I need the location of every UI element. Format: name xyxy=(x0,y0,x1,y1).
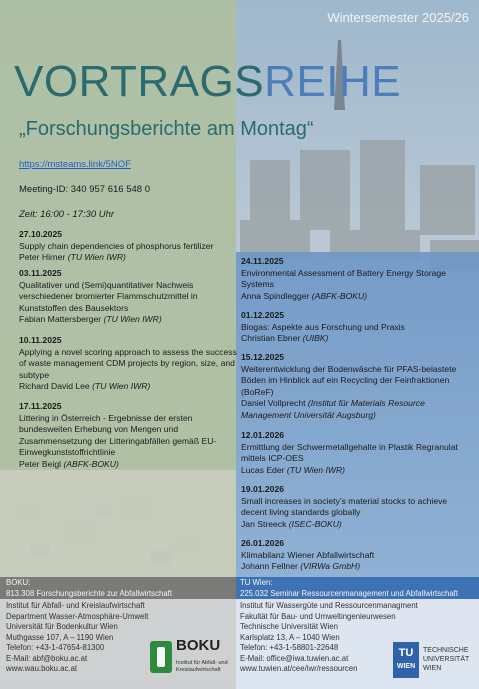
talk-speaker: Lucas Eder xyxy=(241,464,285,475)
boku-logo xyxy=(150,637,230,677)
talk-item xyxy=(19,401,241,470)
talk-speaker: Richard David Lee xyxy=(19,381,90,391)
talk-affiliation: (ABFK-BOKU) xyxy=(63,458,119,469)
talk-item xyxy=(241,484,473,530)
talk-affiliation: (TU Wien IWR) xyxy=(92,381,151,391)
talk-title: Supply chain dependencies of phosphorus fertilizer xyxy=(19,240,214,251)
footer-tu-line: Institut für Wassergüte und Ressourcenmanagment xyxy=(240,601,418,610)
talk-item xyxy=(19,229,241,264)
talk-title: Ermittlung der Schwermetallgehalte in Plastik Regranulat mittels ICP-OES xyxy=(241,441,458,463)
talk-speaker-line xyxy=(241,291,473,303)
footer-boku-website[interactable]: www.wau.boku.ac.at xyxy=(6,664,78,673)
footer-tu-website[interactable]: www.tuwien.at/cee/iwr/ressourcen xyxy=(240,664,358,673)
tu-logo-mark-top: TU xyxy=(398,647,414,659)
semester-label: Wintersemester 2025/26 xyxy=(327,10,469,25)
talk-title: Weiterentwicklung der Bodenwäsche für PFAS-belastete Böden im Hinblick auf ein Recycling der Feinfraktionen (BoReF) xyxy=(241,363,457,397)
footer-boku-line: Muthgasse 107, A – 1190 Wien xyxy=(6,632,114,642)
talk-speaker: Peter Beigl xyxy=(19,458,62,469)
footer-boku-line: Universität für Bodenkultur Wien xyxy=(6,622,118,631)
talk-affiliation: (TU Wien IWR) xyxy=(103,314,162,324)
talk-date: 01.12.2025 xyxy=(241,310,285,320)
talk-title: Littering in Österreich - Ergebnisse der ersten bundesweiten Erhebung von Mengen und Zusammensetzung der Litteringabfällen gemäß EU-Einwegkunststoffrichtlinie xyxy=(19,412,217,457)
talk-affiliation: (VIRWa GmbH) xyxy=(300,561,361,571)
footer-boku-line: Department Wasser-Atmosphäre-Umwelt xyxy=(6,611,149,621)
tu-logo-mark xyxy=(393,642,419,678)
talk-item xyxy=(19,335,241,393)
footer-tu-head1: TU Wien: xyxy=(240,578,273,587)
talk-speaker-line xyxy=(19,459,241,471)
talk-speaker: Fabian Mattersberger xyxy=(19,314,102,324)
talk-title: Environmental Assessment of Battery Energy Storage Systems xyxy=(241,267,446,289)
boku-logo-sub: Institut für Abfall- und Kreislaufwirtschaft xyxy=(176,660,228,673)
teams-link[interactable]: https://msteams.link/5NOF xyxy=(19,159,131,170)
talk-affiliation: (Institut für Materials Resource Management Universität Augsburg) xyxy=(241,398,425,420)
talk-date: 03.11.2025 xyxy=(19,268,62,278)
tu-wien-logo xyxy=(393,642,477,682)
talk-speaker-line xyxy=(19,252,241,264)
footer-tu-header xyxy=(236,577,479,599)
talk-title: Qualitativer und (Semi)quantitativer Nachweis verschiedener bromierter Flammschutzmittel in Kunststoffen des Bausektors xyxy=(19,279,198,313)
talk-title: Biogas: Aspekte aus Forschung und Praxis xyxy=(241,321,405,332)
title-part-2: REIHE xyxy=(264,57,402,106)
footer-tu-line: Karlsplatz 13, A – 1040 Wien xyxy=(240,632,340,642)
boku-logo-mark xyxy=(150,641,172,673)
footer-tu-email[interactable]: E-Mail: office@iwa.tuwien.ac.at xyxy=(240,653,349,663)
talk-speaker: Christian Ebner xyxy=(241,333,301,343)
talk-speaker: Daniel Vollprecht xyxy=(241,398,306,408)
talk-affiliation: (ABFK-BOKU) xyxy=(311,290,368,301)
talk-speaker: Jan Streeck xyxy=(241,518,287,529)
meeting-id: Meeting-ID: 340 957 616 548 0 xyxy=(19,184,150,195)
subtitle: „Forschungsberichte am Montag“ xyxy=(19,118,314,140)
talk-speaker: Johann Fellner xyxy=(241,561,298,571)
talk-speaker-line xyxy=(241,519,473,531)
talk-speaker-line xyxy=(19,381,241,393)
talk-item xyxy=(241,538,473,573)
talk-affiliation: (TU Wien IWR) xyxy=(67,252,126,262)
tu-logo-mark-bottom: WIEN xyxy=(396,663,416,670)
tu-logo-word: TECHNISCHE UNIVERSITÄT WIEN xyxy=(423,647,470,672)
talk-item xyxy=(241,310,473,345)
talk-affiliation: (TU Wien IWR) xyxy=(286,464,346,475)
talk-item xyxy=(19,268,241,326)
talk-speaker: Anna Spindlegger xyxy=(241,290,310,301)
talk-item xyxy=(241,430,473,476)
footer-boku-email[interactable]: E-Mail: abf@boku.ac.at xyxy=(6,653,88,663)
footer-tu-line: Technische Universität Wien xyxy=(240,622,338,631)
talk-speaker-line xyxy=(241,465,473,477)
footer-tu-line: Fakultät für Bau- und Umweltingenieurwesen xyxy=(240,611,396,621)
talk-date: 24.11.2025 xyxy=(241,256,284,266)
footer-tu-line: Telefon: +43-1-58801-22648 xyxy=(240,643,339,652)
footer-boku-line: Institut für Abfall- und Kreislaufwirtschaft xyxy=(6,601,145,610)
boku-logo-word: BOKU xyxy=(176,637,221,654)
talk-date: 19.01.2026 xyxy=(241,484,285,494)
footer-tu-head2: 225.032 Seminar Ressourcenmanagement und Abfallwirtschaft xyxy=(240,588,459,598)
talk-title: Klimabilanz Wiener Abfallwirtschaft xyxy=(241,549,375,560)
talk-date: 15.12.2025 xyxy=(241,352,285,362)
footer-boku-line: Telefon: +43-1-47654-81300 xyxy=(6,643,105,652)
talk-date: 26.01.2026 xyxy=(241,538,285,548)
talk-affiliation: (ISEC-BOKU) xyxy=(288,518,342,529)
talk-date: 27.10.2025 xyxy=(19,229,63,239)
footer-boku-head1: BOKU: xyxy=(6,578,31,587)
talk-affiliation: (UIBK) xyxy=(302,333,329,343)
talk-title: Applying a novel scoring approach to assess the success of waste management CDM projects by region, size, and subtype xyxy=(19,346,237,380)
page-title xyxy=(14,58,401,106)
talk-speaker-line xyxy=(241,561,473,573)
footer-boku xyxy=(0,577,236,689)
talk-item xyxy=(241,256,473,302)
talk-title: Small increases in society’s material stocks to achieve decent living standards globally xyxy=(241,495,448,517)
footer-boku-head2: 813.308 Forschungsberichte zur Abfallwirtschaft xyxy=(6,588,172,598)
time-info: Zeit: 16:00 - 17:30 Uhr xyxy=(19,209,115,220)
footer-boku-header xyxy=(0,577,236,599)
talk-speaker: Peter Hirner xyxy=(19,252,66,262)
talk-speaker-line xyxy=(241,398,473,421)
talk-item xyxy=(241,352,473,421)
talk-date: 17.11.2025 xyxy=(19,401,62,411)
title-part-1: VORTRAGS xyxy=(14,57,265,106)
talk-date: 10.11.2025 xyxy=(19,335,62,345)
talk-speaker-line xyxy=(19,314,241,326)
talk-speaker-line xyxy=(241,333,473,345)
talk-date: 12.01.2026 xyxy=(241,430,285,440)
